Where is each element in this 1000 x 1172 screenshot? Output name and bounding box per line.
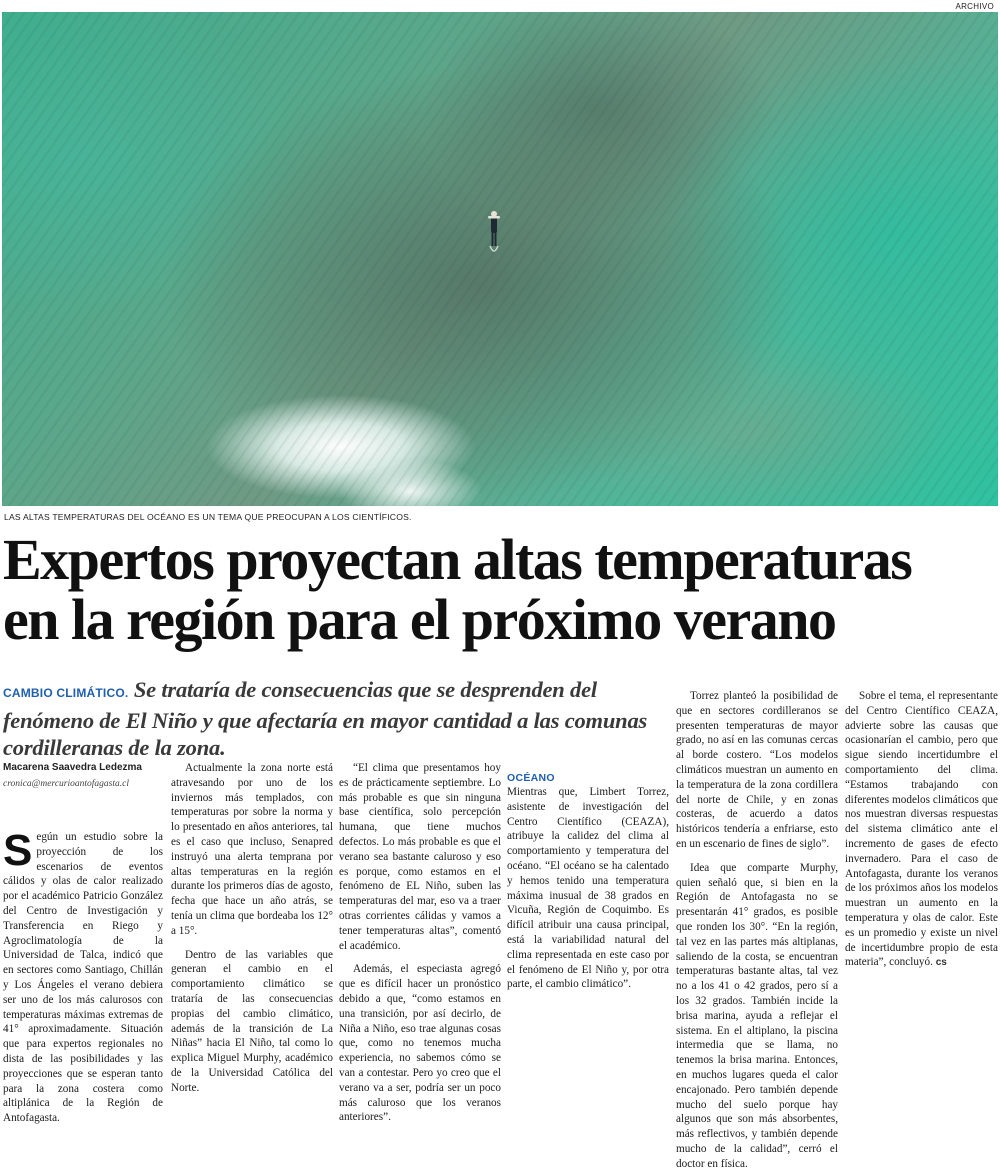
author-name: Macarena Saavedra Ledezma [3,762,142,773]
body-column-3 [339,761,501,1125]
body-paragraph-9: Sobre el tema, el representante del Centro Científico CEAZA, advierte sobre las causas que ocasionarían el cambio, pero que sigue siendo incertidumbre el comportamiento del clima. “Estamos trabajando con diferentes modelos climáticos que nos muestran diversas respuestas del sistema climático ante el incremento de gases de efecto invernadero. Para el caso de Antofagasta, durante los veranos de los próximos años los modelos muestran un aumento en la temperatura y olas de calor. Este es un promedio y existe un nivel de incertidumbre propio de esta materia”, concluyó. cs [845,690,998,969]
subheading-oceano: OCÉANO [507,772,555,784]
body-paragraph-7: Torrez planteó la posibilidad de que en sectores cordilleranos se presenten temperaturas de mayor grado, no así en las comunas cercas al borde costero. “Los modelos climáticos muestran un aumento en la temperatura de la zona cordillera del norte de Chile, y en zonas costeras, de acuerdo a datos históricos tendería a enfriarse, esto en un escenario de fines de siglo”. [676,690,838,850]
body-paragraph-8: Idea que comparte Murphy, quien señaló que, si bien en la Región de Antofagasta no se presentarán 41° grados, es posible que ronden los 30°. “En la región, tal vez en las partes más altiplanas, saliendo de la costa, se encuentran temperaturas bastante altas, tal vez no a los 41 o 42 grados, pero sí a los 32 grados. También incide la brisa marina, ayuda a reflejar el sistema. En el altiplano, la piscina intermedia que se llama, no tenemos la brisa marina. Entonces, en muchos lugares queda el calor encajonado. Pero también depende mucho del suelo porque hay algunos que son más absorbentes, más reflectivos, y también depende mucho de la calidad”, cerró el doctor en física. [676,861,838,1170]
body-column-6 [845,680,998,971]
reef-texture [2,12,998,506]
section-kicker: CAMBIO CLIMÁTICO. [3,686,129,700]
end-mark: cs [935,957,947,969]
headline-line-1: Expertos proyectan altas temperaturas [3,527,912,592]
lead-paragraph [3,676,663,761]
photo-credit: ARCHIVO [955,2,994,11]
author-email: cronica@mercurioantofagasta.cl [3,779,129,789]
ocean-aerial-photo [2,12,998,506]
body-paragraph-4: “El clima que presentamos hoy es de prácticamente septiembre. Lo más probable es que sin ninguna base científica, solo percepción humana, que tiene muchos defectos. Lo más probable es que el verano sea bastante caluroso y eso es porque, como estamos en el fenómeno de EL Niño, suben las temperaturas del mar, eso va a traer otras corrientes cálidas y vamos a tener temperaturas altas”, comentó el académico. [339,762,501,952]
drop-cap: S [3,826,33,875]
photo-caption: LAS ALTAS TEMPERATURAS DEL OCÉANO ES UN TEMA QUE PREOCUPAN A LOS CIENTÍFICOS. [4,512,412,522]
body-column-1 [3,826,163,1126]
lead-text: Se trataría de consecuencias que se desprenden del fenómeno de El Niño y que afectaría en mayor cantidad a las comunas cordilleranas de la zona. [3,677,648,760]
body-paragraph-2: Actualmente la zona norte está atravesando por uno de los inviernos más templados, con temperaturas por sobre la norma y lo presentado en años anteriores, tal es el caso que incluso, Senapred instruyó una alerta temprana por altas temperaturas en la región durante los primeros días de agosto, fecha que hace un año atrás, se tenía un clima que bordeaba los 12° a 15°. [171,762,333,937]
body-paragraph-5: Además, el especiasta agregó que es difícil hacer un pronóstico debido a que, “como estamos en una transición, por así decirlo, de Niña a Niño, eso trae algunas cosas que, como no tenemos mucha experiencia, no sabemos cómo se van a contestar. Pero yo creo que el verano va a ser, podría ser un poco más caluroso que los veranos anteriores”. [339,963,501,1124]
body-column-2 [171,761,333,1096]
headline-line-2: en la región para el próximo verano [3,587,836,652]
swimmer-figure [488,210,500,256]
body-column-5 [676,680,838,1172]
body-paragraph-1: Según un estudio sobre la proyección de los escenarios de eventos cálidos y olas de calor realizado por el académico Patricio González del Centro de Investigación y Transferencia en Riego y Agroclimatología de la Universidad de Talca, indicó que en sectores como Santiago, Chillán y Los Ángeles el verano debiera ser uno de los más calurosos con temperaturas máximas extremas de 41° aproximadamente. Situación que para expertos regionales no dista de las posibilidades y las proyecciones que se esperan tanto para la zona costera como altiplánica de la Región de Antofagasta. [3,826,163,1125]
headline [3,527,999,652]
body-paragraph-3: Dentro de las variables que generan el cambio en el comportamiento climático se trataría de las consecuencias propias del cambio climático, además de la transición de La Niñas” hacia El Niño, tal como lo explica Miguel Murphy, académico de la Universidad Católica del Norte. [171,948,333,1094]
body-paragraph-6: Mientras que, Limbert Torrez, asistente de investigación del Centro Científico (CEAZA), atribuye la calidez del clima al comportamiento y temperatura del océano. “El océano se ha calentado y hemos tenido una temperatura máxima inusual de 38 grados en Vicuña, Región de Coquimbo. Es difícil atribuir una causa principal, está la variabilidad natural del clima representada en este caso por el fenómeno de El Niño y, por otra parte, el cambio climático”. [507,786,669,991]
body-column-4 [507,761,669,992]
byline [3,761,163,791]
